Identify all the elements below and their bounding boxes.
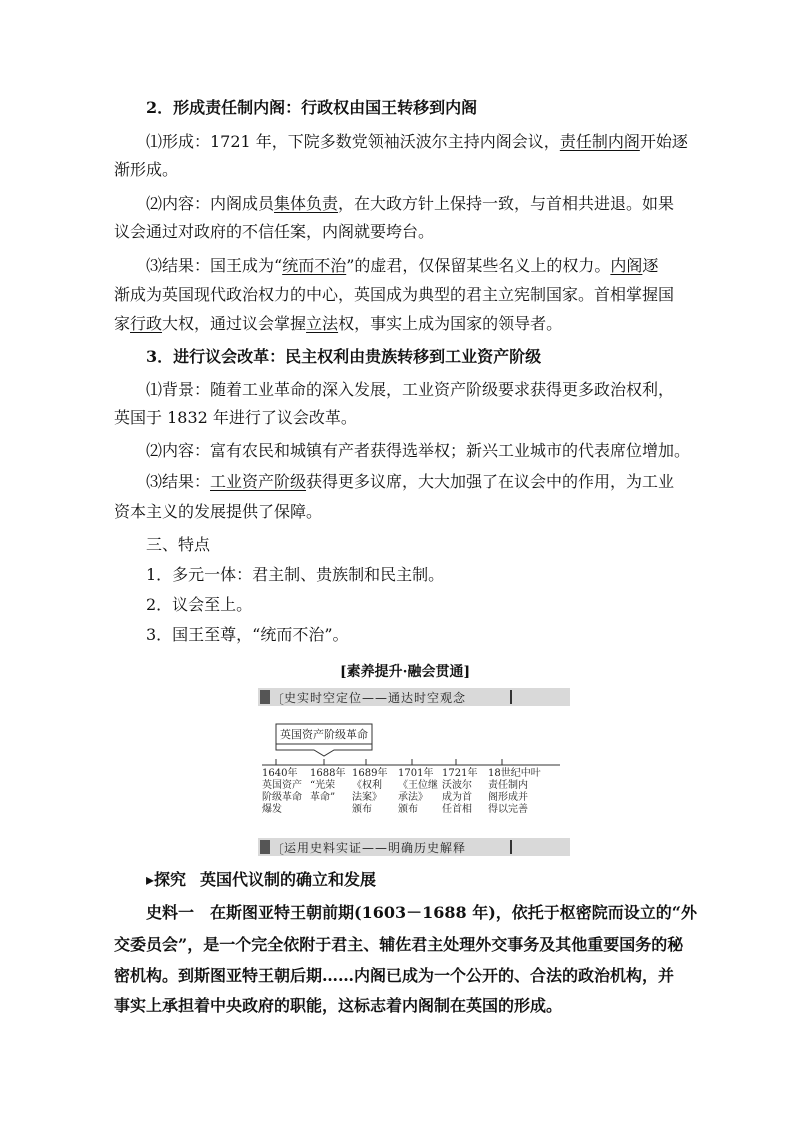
source1-line-1 xyxy=(146,903,697,923)
timeline-event-line: 得以完善 xyxy=(488,804,528,815)
content-line-2: 议会通过对政府的不信任案，内阁就要垮台。 xyxy=(114,222,435,241)
formation-line-1 xyxy=(146,132,688,152)
reform-result-b: 获得更多议席，大大加强了在议会中的作用，为工业 xyxy=(306,472,675,491)
result-text-e: 家 xyxy=(114,314,131,333)
timeline-event-line: 颁布 xyxy=(398,804,418,815)
feature-item-2: 2．议会至上。 xyxy=(146,595,253,614)
timeline-event-label xyxy=(488,768,541,816)
timeline-event-label xyxy=(310,768,345,804)
timeline-event-line: 责任制内 xyxy=(488,780,528,791)
result-text-a: ⑶结果：国王成为“ xyxy=(146,256,283,275)
source1-line-4: 事实上承担着中央政府的职能，这标志着内阁制在英国的形成。 xyxy=(114,996,563,1015)
timeline-event-line: 1721年 xyxy=(442,768,478,779)
feature-item-1: 1．多元一体：君主制、贵族制和民主制。 xyxy=(146,565,445,584)
result-text-b: ”的虚君，仅保留某些名义上的权力。 xyxy=(346,256,611,275)
bar-marker xyxy=(260,840,270,854)
bracket-open: 〔 xyxy=(271,693,285,708)
formation-text-a: ⑴形成：1721 年，下院多数党领袖沃波尔主持内阁会议， xyxy=(146,132,560,151)
bracket-close-bar xyxy=(510,840,512,854)
timeline-event-line: 颁布 xyxy=(352,804,372,815)
timeline-event-label xyxy=(442,768,477,816)
timeline-event-line: 爆发 xyxy=(262,804,282,815)
timeline-event-line: 《权利 xyxy=(352,780,382,791)
content-line-1 xyxy=(146,194,674,214)
result-text-c: 逐 xyxy=(642,256,659,275)
source1-label: 史料一 xyxy=(146,903,195,922)
reform-result-line-2: 资本主义的发展提供了保障。 xyxy=(114,502,323,521)
result-underline-1: 统而不治 xyxy=(282,256,347,275)
explore-heading xyxy=(146,870,376,890)
span-label: 英国资产阶级革命 xyxy=(280,728,368,741)
timeline-event-line: 革命” xyxy=(310,792,336,803)
formation-text-b: 开始逐 xyxy=(639,132,688,151)
result-underline-4: 立法 xyxy=(306,314,339,333)
content-text-b: ，在大政方针上保持一致，与首相共进退。如果 xyxy=(338,194,675,213)
reform-content-line: ⑵内容：富有农民和城镇有产者获得选举权；新兴工业城市的代表席位增加。 xyxy=(146,441,691,460)
timeline-event-line: 《王位继 xyxy=(398,780,438,791)
feature-item-3: 3．国王至尊，“统而不治”。 xyxy=(146,625,349,644)
result-text-f: 大权，通过议会掌握 xyxy=(162,314,307,333)
explore-title: 英国代议制的确立和发展 xyxy=(200,870,377,889)
section-2-heading: 2．形成责任制内阁：行政权由国王转移到内阁 xyxy=(146,98,478,117)
timeline-event-line: 1689年 xyxy=(352,768,388,779)
span-brace xyxy=(276,744,372,756)
bar-time-space xyxy=(258,688,570,706)
timeline-event-line: 阶级革命 xyxy=(262,792,302,803)
reform-result-line-1 xyxy=(146,472,674,492)
timeline-graphic xyxy=(258,712,570,772)
features-heading: 三、特点 xyxy=(146,535,211,554)
timeline-event-line: 英国资产 xyxy=(262,780,302,791)
timeline-event-label xyxy=(352,768,387,816)
bar-time-space-text: 史实时空定位——通达时空观念 xyxy=(284,691,467,705)
result-line-2: 渐成为英国现代政治权力的中心，英国成为典型的君主立宪制国家。首相掌握国 xyxy=(114,285,675,304)
box-title: [素养提升·融会贯通] xyxy=(340,664,471,680)
background-line-2: 英国于 1832 年进行了议会改革。 xyxy=(114,408,357,427)
bar-marker xyxy=(260,690,270,704)
result-text-g: 权，事实上成为国家的领导者。 xyxy=(338,314,563,333)
timeline-event-label xyxy=(398,768,438,816)
bracket-close-bar xyxy=(510,690,512,704)
timeline-event-line: 承法》 xyxy=(398,792,428,803)
bar-evidence xyxy=(258,838,570,856)
timeline-event-line: 任首相 xyxy=(442,804,472,815)
content-underline: 集体负责 xyxy=(274,194,339,213)
reform-result-a: ⑶结果： xyxy=(146,472,211,491)
result-line-1 xyxy=(146,256,658,276)
formation-underline: 责任制内阁 xyxy=(559,132,640,151)
formation-line-2: 渐形成。 xyxy=(114,160,179,179)
result-line-3 xyxy=(114,314,562,334)
timeline-event-line: 成为首 xyxy=(442,792,472,803)
result-underline-2: 内阁 xyxy=(610,256,643,275)
timeline-event-line: 阁形成并 xyxy=(488,792,528,803)
timeline-event-line: 法案》 xyxy=(352,792,382,803)
timeline-event-line: 18世纪中叶 xyxy=(488,768,541,779)
timeline-event-line: 1701年 xyxy=(398,768,434,779)
bracket-open: 〔 xyxy=(271,843,285,858)
section-3-heading: 3．进行议会改革：民主权利由贵族转移到工业资产阶级 xyxy=(146,347,542,366)
source1-line-2: 交委员会”，是一个完全依附于君主、辅佐君主处理外交事务及其他重要国务的秘 xyxy=(114,935,684,954)
result-underline-3: 行政 xyxy=(130,314,163,333)
timeline-event-line: 沃波尔 xyxy=(442,780,472,791)
background-line-1: ⑴背景：随着工业革命的深入发展，工业资产阶级要求获得更多政治权利， xyxy=(146,380,675,399)
timeline-event-label xyxy=(262,768,302,816)
source1-line-3: 密机构。到斯图亚特王朝后期……内阁已成为一个公开的、合法的政治机构，并 xyxy=(114,966,675,985)
content-text-a: ⑵内容：内阁成员 xyxy=(146,194,275,213)
timeline-ticks xyxy=(276,759,502,765)
timeline-event-line: 1640年 xyxy=(262,768,298,779)
reform-result-underline: 工业资产阶级 xyxy=(210,472,307,491)
timeline-event-line: “光荣 xyxy=(310,780,336,791)
timeline-event-line: 1688年 xyxy=(310,768,346,779)
explore-marker: ▸探究 xyxy=(146,870,187,889)
source1-text-1: 在斯图亚特王朝前期(1603－1688 年)，依托于枢密院而设立的“外 xyxy=(210,903,697,922)
bar-evidence-text: 运用史料实证——明确历史解释 xyxy=(284,841,467,855)
